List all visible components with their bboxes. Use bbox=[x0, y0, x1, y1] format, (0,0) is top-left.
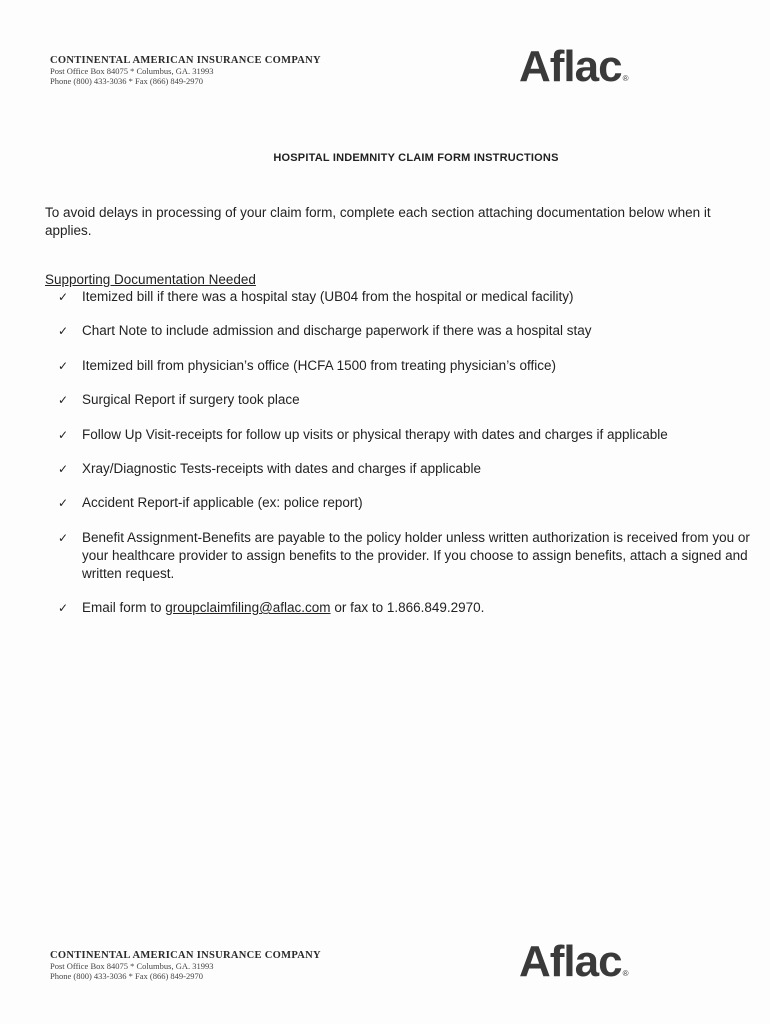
checkmark-icon: ✓ bbox=[58, 359, 69, 373]
checklist-item bbox=[58, 494, 763, 512]
company-phone: Phone (800) 433-3036 * Fax (866) 849-2970 bbox=[50, 76, 203, 86]
checklist-item-text: Surgical Report if surgery took place bbox=[82, 392, 300, 407]
aflac-logo bbox=[519, 42, 628, 91]
footer-company-phone: Phone (800) 433-3036 * Fax (866) 849-2970 bbox=[50, 971, 203, 981]
checklist-item-email bbox=[58, 599, 763, 617]
footer-registered-mark: ® bbox=[622, 969, 628, 978]
company-name: CONTINENTAL AMERICAN INSURANCE COMPANY bbox=[50, 55, 321, 66]
checklist-item-text: Benefit Assignment-Benefits are payable to the policy holder unless written authorization is received from you or your healthcare provider to assign benefits to the provider. If you choose to assign benefits, attach a signed and written request. bbox=[82, 530, 750, 581]
checklist-item bbox=[58, 460, 763, 478]
checkmark-icon: ✓ bbox=[58, 496, 69, 510]
checklist-item bbox=[58, 322, 763, 340]
footer-logo-text: Aflac bbox=[519, 937, 622, 986]
logo-text: Aflac bbox=[519, 42, 622, 91]
checklist-item-text: Follow Up Visit-receipts for follow up visits or physical therapy with dates and charges if applicable bbox=[82, 427, 668, 442]
checklist-item bbox=[58, 529, 763, 583]
company-address: Post Office Box 84075 * Columbus, GA. 31993 bbox=[50, 66, 214, 76]
checkmark-icon: ✓ bbox=[58, 393, 69, 407]
email-instruction bbox=[82, 599, 763, 617]
checklist-item-text: Xray/Diagnostic Tests-receipts with dates and charges if applicable bbox=[82, 461, 481, 476]
checklist-item bbox=[58, 391, 763, 409]
checkmark-icon: ✓ bbox=[58, 324, 69, 338]
checkmark-icon: ✓ bbox=[58, 531, 69, 545]
intro-paragraph: To avoid delays in processing of your claim form, complete each section attaching documentation below when it applies. bbox=[45, 205, 711, 238]
footer-company-address: Post Office Box 84075 * Columbus, GA. 31993 bbox=[50, 961, 214, 971]
checkmark-icon: ✓ bbox=[58, 290, 69, 304]
checkmark-icon: ✓ bbox=[58, 462, 69, 476]
registered-mark: ® bbox=[622, 74, 628, 83]
checklist-item bbox=[58, 357, 763, 375]
aflac-logo-footer bbox=[519, 937, 628, 986]
checklist-item-text: Itemized bill if there was a hospital stay (UB04 from the hospital or medical facility) bbox=[82, 289, 574, 304]
section-heading: Supporting Documentation Needed bbox=[45, 272, 256, 287]
checklist-item-text: Itemized bill from physician’s office (HCFA 1500 from treating physician’s office) bbox=[82, 358, 556, 373]
footer-company-name: CONTINENTAL AMERICAN INSURANCE COMPANY bbox=[50, 950, 321, 961]
email-prefix: Email form to bbox=[82, 600, 166, 615]
checkmark-icon: ✓ bbox=[58, 601, 69, 615]
page-title: HOSPITAL INDEMNITY CLAIM FORM INSTRUCTIONS bbox=[273, 152, 559, 164]
email-suffix: or fax to 1.866.849.2970. bbox=[330, 600, 485, 615]
checklist-item-text: Accident Report-if applicable (ex: police report) bbox=[82, 495, 363, 510]
checklist-item-text: Chart Note to include admission and discharge paperwork if there was a hospital stay bbox=[82, 323, 592, 338]
email-link[interactable]: groupclaimfiling@aflac.com bbox=[165, 600, 331, 615]
checkmark-icon: ✓ bbox=[58, 428, 69, 442]
letterhead-top bbox=[50, 55, 321, 86]
letterhead-bottom bbox=[50, 950, 321, 981]
checklist-item bbox=[58, 426, 763, 444]
checklist-item bbox=[58, 288, 763, 306]
